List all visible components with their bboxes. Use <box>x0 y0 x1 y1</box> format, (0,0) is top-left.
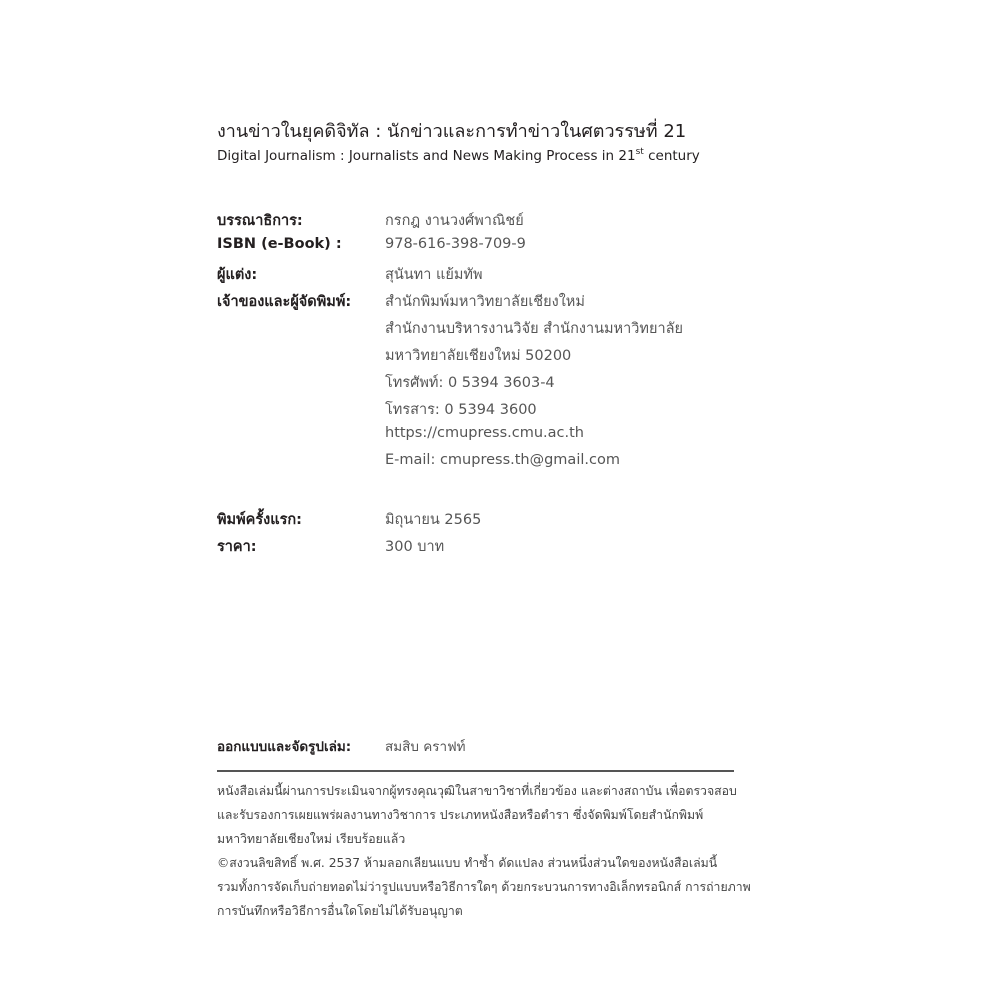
editor-row <box>217 209 777 235</box>
copyright-line: ©สงวนลิขสิทธิ์ พ.ศ. 2537 ห้ามลอกเลียนแบบ ทำซ้ำ ดัดแปลง ส่วนหนึ่งส่วนใดของหนังสือเล่มนี้ <box>217 856 718 870</box>
first-print-value: มิถุนายน 2565 <box>385 512 482 528</box>
publisher-row-7 <box>217 452 777 478</box>
publisher-phone: โทรศัพท์: 0 5394 3603-4 <box>385 375 555 391</box>
book-title-english-superscript: st <box>635 147 644 157</box>
price-row <box>217 535 777 561</box>
publisher-email: E-mail: cmupress.th@gmail.com <box>385 452 620 468</box>
publisher-label: เจ้าของและผู้จัดพิมพ์: <box>217 294 352 310</box>
publisher-row <box>217 290 777 316</box>
first-print-label: พิมพ์ครั้งแรก: <box>217 512 302 528</box>
editor-label: บรรณาธิการ: <box>217 213 303 229</box>
editor-value: กรกฎ งานวงศ์พาณิชย์ <box>385 213 524 229</box>
publisher-row-5 <box>217 398 777 424</box>
copyright-line: รวมทั้งการจัดเก็บถ่ายทอดไม่ว่ารูปแบบหรือวิธีการใดๆ ด้วยกระบวนการทางอิเล็กทรอนิกส์ การถ่ายภาพ <box>217 880 751 894</box>
publisher-website: https://cmupress.cmu.ac.th <box>385 425 584 441</box>
isbn-label: ISBN (e-Book) : <box>217 236 342 252</box>
publisher-line: มหาวิทยาลัยเชียงใหม่ 50200 <box>385 348 572 364</box>
notice-line: หนังสือเล่มนี้ผ่านการประเมินจากผู้ทรงคุณวุฒิในสาขาวิชาที่เกี่ยวข้อง และต่างสถาบัน เพื่อตรวจสอบ <box>217 784 737 798</box>
design-value: สมสิบ คราฟท์ <box>385 739 466 755</box>
author-value: สุนันทา แย้มทัพ <box>385 267 483 283</box>
price-value: 300 บาท <box>385 539 445 555</box>
isbn-value: 978-616-398-709-9 <box>385 236 526 252</box>
publisher-row-4 <box>217 371 777 397</box>
publisher-line: สำนักงานบริหารงานวิจัย สำนักงานมหาวิทยาลัย <box>385 321 683 337</box>
divider-line <box>217 770 734 772</box>
publisher-row-6 <box>217 425 777 451</box>
book-title-thai: งานข่าวในยุคดิจิทัล : นักข่าวและการทำข่าวในศตวรรษที่ 21 <box>217 121 687 142</box>
copyright-line: การบันทึกหรือวิธีการอื่นใดโดยไม่ได้รับอนุญาต <box>217 904 463 918</box>
design-label: ออกแบบและจัดรูปเล่ม: <box>217 739 352 755</box>
publisher-row-3 <box>217 344 777 370</box>
price-label: ราคา: <box>217 539 257 555</box>
first-print-row <box>217 508 777 534</box>
design-row <box>217 735 777 761</box>
publisher-row-2 <box>217 317 777 343</box>
notice-line: และรับรองการเผยแพร่ผลงานทางวิชาการ ประเภทหนังสือหรือตำรา ซึ่งจัดพิมพ์โดยสำนักพิมพ์ <box>217 808 704 822</box>
isbn-row <box>217 236 777 262</box>
publisher-fax: โทรสาร: 0 5394 3600 <box>385 402 537 418</box>
author-label: ผู้แต่ง: <box>217 267 258 283</box>
notice-line: มหาวิทยาลัยเชียงใหม่ เรียบร้อยแล้ว <box>217 832 406 846</box>
book-title-english-tail: century <box>643 148 700 164</box>
author-row <box>217 263 777 289</box>
book-title-english <box>217 147 700 164</box>
book-title-english-main: Digital Journalism : Journalists and News Making Process in 21 <box>217 148 636 164</box>
publisher-line: สำนักพิมพ์มหาวิทยาลัยเชียงใหม่ <box>385 294 585 310</box>
